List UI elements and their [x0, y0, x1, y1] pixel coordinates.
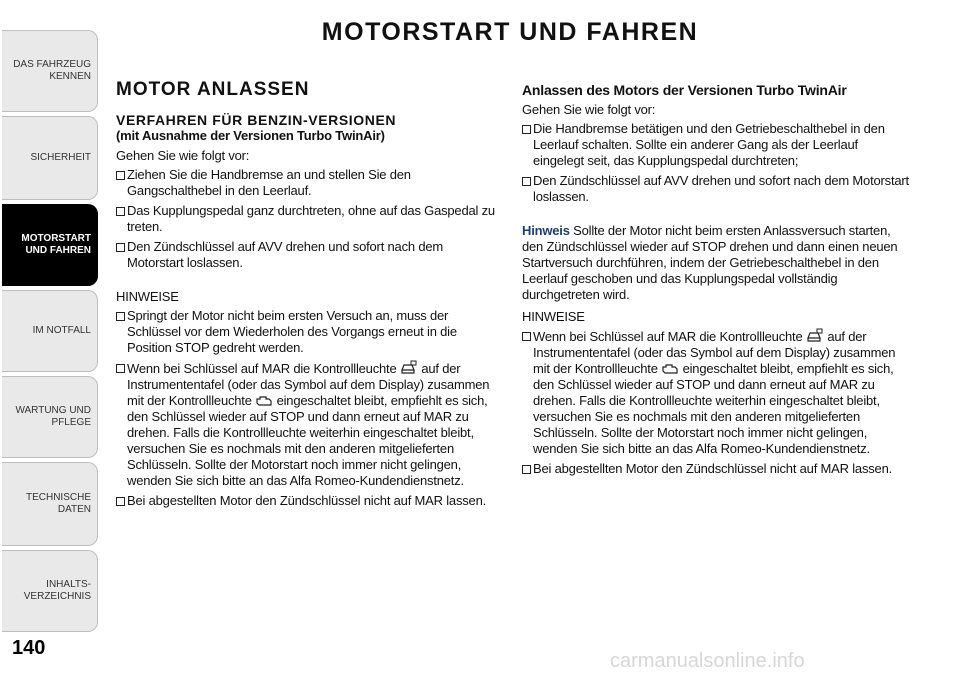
steps-list: [116, 167, 500, 271]
checkbox-bullet-icon: [116, 312, 125, 321]
checkbox-bullet-icon: [522, 465, 531, 474]
checkbox-bullet-icon: [522, 177, 531, 186]
checkbox-bullet-icon: [522, 125, 531, 134]
list-item: Bei abgestellten Motor den Zündschlüssel nicht auf MAR lassen.: [116, 493, 500, 509]
tab-wartung-und-pflege[interactable]: WARTUNG UND PFLEGE: [2, 376, 98, 458]
engine-check-icon: [661, 362, 679, 376]
list-item: Wenn bei Schlüssel auf MAR die Kontrollleuchte auf der Instrumententafel (oder das Symbol auf dem Display) zusammen mit der Kontrollleuchte eingeschaltet bleibt, empfiehlt es sich, den Schlüssel wieder auf STOP und dann erneut auf MAR zu drehen. Falls die Kontrollleuchte weiterhin eingeschaltet bleibt, versuchen Sie es nochmals mit den anderen mitgelieferten Schlüsseln. Sollte der Motorstart noch immer nicht gelingen, wenden Sie sich bitte an das Alfa Romeo-Kundendienstnetz.: [116, 360, 500, 489]
intro-text: Gehen Sie wie folgt vor:: [116, 148, 250, 163]
list-item: Springt der Motor nicht beim ersten Versuch an, muss der Schlüssel vor dem Wiederholen des Vorgangs erneut in die Position STOP gedreht werden.: [116, 308, 500, 356]
engine-check-icon: [255, 394, 273, 408]
right-column: [522, 82, 912, 481]
checkbox-bullet-icon: [522, 332, 531, 341]
notes-heading: HINWEISE: [116, 289, 179, 304]
tab-das-fahrzeug-kennen[interactable]: DAS FAHRZEUG KENNEN: [2, 30, 98, 112]
watermark: carmanualsonline.info: [610, 650, 805, 672]
list-item: Den Zündschlüssel auf AVV drehen und sofort nach dem Motorstart loslassen.: [116, 239, 500, 271]
chapter-sidebar: [0, 0, 100, 686]
notes-heading: HINWEISE: [522, 309, 585, 324]
tab-inhaltsverzeichnis[interactable]: INHALTS- VERZEICHNIS: [2, 550, 98, 632]
immobilizer-car-lock-icon: [400, 360, 418, 376]
section-heading: MOTOR ANLASSEN: [116, 79, 310, 100]
twinair-heading: Anlassen des Motors der Versionen Turbo TwinAir: [522, 82, 847, 98]
checkbox-bullet-icon: [116, 364, 125, 373]
checkbox-bullet-icon: [116, 243, 125, 252]
subsection-heading: VERFAHREN FÜR BENZIN-VERSIONEN: [116, 112, 397, 128]
hint-paragraph: Hinweis Sollte der Motor nicht beim ersten Anlassversuch starten, den Zündschlüssel wieder auf STOP drehen und dann einen neuen Startversuch durchführen, indem der Getriebeschalthebel in den Leerlauf geschoben und das Kupplungspedal vollständig durchgetreten wird.: [522, 223, 898, 302]
notes-list: [522, 328, 912, 477]
tab-im-notfall[interactable]: IM NOTFALL: [2, 290, 98, 372]
subsection-note: (mit Ausnahme der Versionen Turbo TwinAir): [116, 128, 385, 143]
tab-technische-daten[interactable]: TECHNISCHE DATEN: [2, 462, 98, 546]
immobilizer-car-lock-icon: [806, 328, 824, 344]
list-item: Ziehen Sie die Handbremse an und stellen Sie den Gangschalthebel in den Leerlauf.: [116, 167, 500, 199]
hint-label: Hinweis: [522, 223, 570, 238]
left-column: [116, 79, 500, 513]
list-item: Die Handbremse betätigen und den Getriebeschalthebel in den Leerlauf schalten. Sollte ein anderer Gang als der Leerlauf eingelegt seit, das Kupplungspedal durchtreten;: [522, 121, 912, 169]
page-number: 140: [12, 637, 46, 659]
intro-text: Gehen Sie wie folgt vor:: [522, 102, 656, 117]
notes-list: [116, 308, 500, 509]
tab-sicherheit[interactable]: SICHERHEIT: [2, 116, 98, 200]
page-title: MOTORSTART UND FAHREN: [321, 18, 699, 46]
steps-list: [522, 121, 912, 205]
checkbox-bullet-icon: [116, 497, 125, 506]
checkbox-bullet-icon: [116, 207, 125, 216]
list-item: Den Zündschlüssel auf AVV drehen und sofort nach dem Motorstart loslassen.: [522, 173, 912, 205]
list-item: Bei abgestellten Motor den Zündschlüssel nicht auf MAR lassen.: [522, 461, 912, 477]
list-item: Wenn bei Schlüssel auf MAR die Kontrollleuchte auf der Instrumententafel (oder das Symbol auf dem Display) zusammen mit der Kontrollleuchte eingeschaltet bleibt, empfiehlt es sich, den Schlüssel wieder auf STOP und dann erneut auf MAR zu drehen. Falls die Kontrollleuchte weiterhin eingeschaltet bleibt, versuchen Sie es nochmals mit den anderen mitgelieferten Schlüsseln. Sollte der Motorstart noch immer nicht gelingen, wenden Sie sich bitte an das Alfa Romeo-Kundendienstnetz.: [522, 328, 912, 457]
tab-motorstart-und-fahren[interactable]: MOTORSTART UND FAHREN: [2, 204, 98, 286]
list-item: Das Kupplungspedal ganz durchtreten, ohne auf das Gaspedal zu treten.: [116, 203, 500, 235]
checkbox-bullet-icon: [116, 171, 125, 180]
